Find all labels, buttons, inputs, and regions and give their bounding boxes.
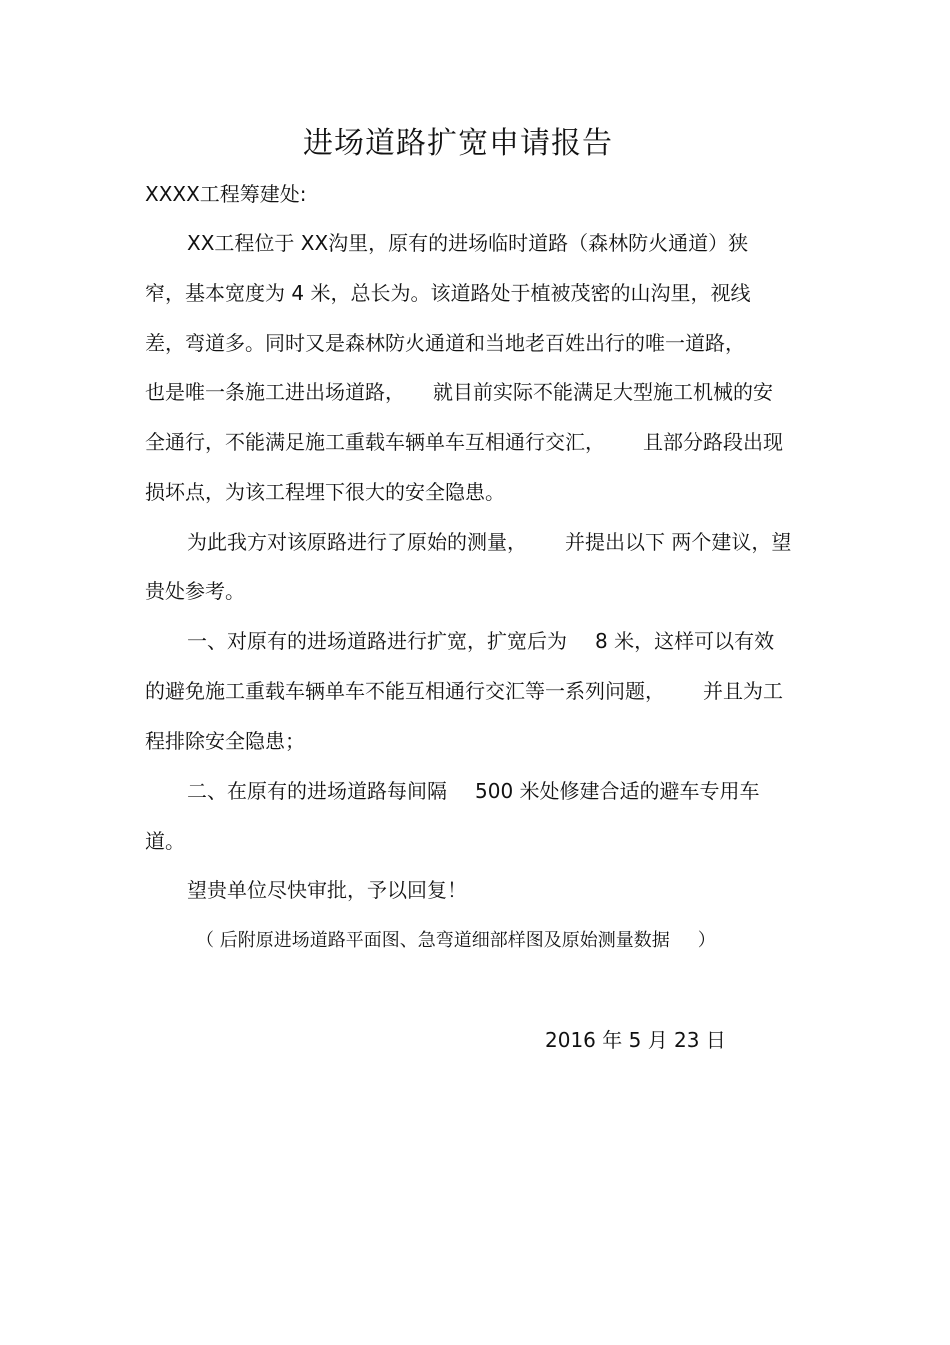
proposal1-line1-part2: 8 米，这样可以有效 bbox=[595, 629, 775, 653]
paragraph1-line4-part1: 也是唯一条施工进出场道路， bbox=[145, 380, 405, 404]
proposal1-line1 bbox=[187, 627, 774, 655]
paragraph2-line1-part1: 为此我方对该原路进行了原始的测量， bbox=[187, 530, 527, 554]
proposal1-line1-part1: 一、对原有的进场道路进行扩宽，扩宽后为 bbox=[187, 629, 567, 653]
document-title: 进场道路扩宽申请报告 bbox=[303, 126, 613, 161]
closing-line: 望贵单位尽快审批，予以回复！ bbox=[187, 878, 467, 902]
proposal2-line2: 道。 bbox=[145, 829, 185, 853]
paragraph1-line5-part1: 全通行，不能满足施工重载车辆单车互相通行交汇， bbox=[145, 430, 605, 454]
proposal1-line2-part2: 并且为工 bbox=[703, 679, 783, 703]
attachment-note-text: （ 后附原进场道路平面图、急弯道细部样图及原始测量数据 bbox=[196, 930, 670, 951]
paragraph2-line1 bbox=[187, 528, 791, 556]
paragraph1-line1: XX工程位于 XX沟里，原有的进场临时道路（森林防火通道）狭 bbox=[187, 231, 749, 255]
paragraph1-line5 bbox=[145, 428, 783, 456]
proposal1-line2-part1: 的避免施工重载车辆单车不能互相通行交汇等一系列问题， bbox=[145, 679, 665, 703]
paragraph1-line4 bbox=[145, 378, 773, 406]
proposal1-line3: 程排除安全隐患； bbox=[145, 729, 305, 753]
paragraph1-line5-part2: 且部分路段出现 bbox=[643, 430, 783, 454]
proposal2-line1-part1: 二、在原有的进场道路每间隔 bbox=[187, 779, 447, 803]
paragraph2-line2: 贵处参考。 bbox=[145, 579, 245, 603]
paragraph1-line3: 差，弯道多。同时又是森林防火通道和当地老百姓出行的唯一道路， bbox=[145, 331, 745, 355]
paragraph1-line4-part2: 就目前实际不能满足大型施工机械的安 bbox=[433, 380, 773, 404]
addressee: XXXX工程筹建处: bbox=[145, 182, 307, 206]
paragraph1-line2: 窄，基本宽度为 4 米，总长为。该道路处于植被茂密的山沟里，视线 bbox=[145, 281, 751, 305]
document-date: 2016 年 5 月 23 日 bbox=[545, 1028, 726, 1052]
attachment-note bbox=[196, 928, 716, 954]
paragraph2-line1-part2: 并提出以下 两个建议，望 bbox=[565, 530, 792, 554]
attachment-note-close: ） bbox=[697, 930, 716, 951]
proposal2-line1-part2: 500 米处修建合适的避车专用车 bbox=[475, 779, 760, 803]
paragraph1-line6: 损坏点，为该工程埋下很大的安全隐患。 bbox=[145, 480, 505, 504]
proposal2-line1 bbox=[187, 777, 760, 805]
proposal1-line2 bbox=[145, 677, 783, 705]
